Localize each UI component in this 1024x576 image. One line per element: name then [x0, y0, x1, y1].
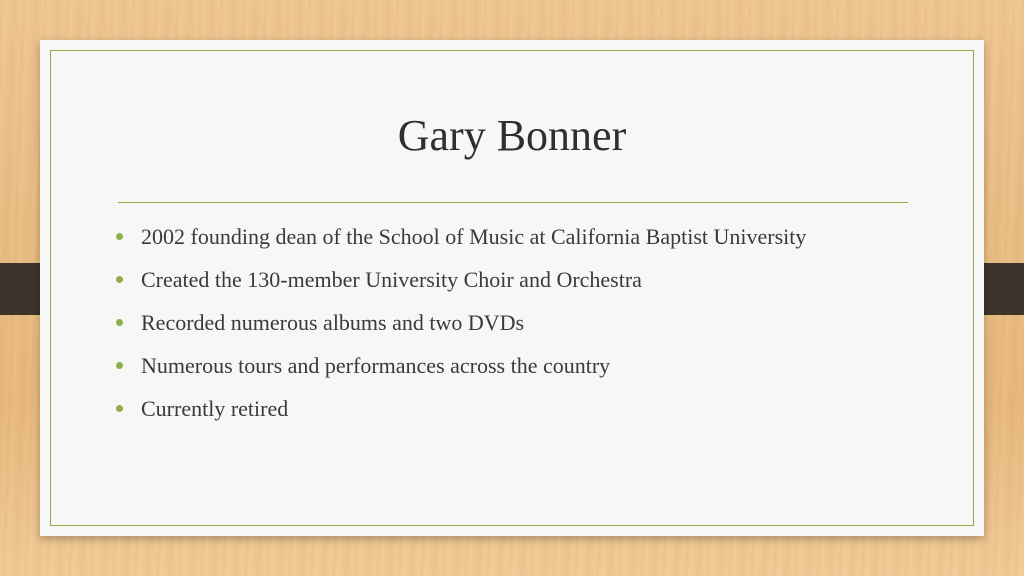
title-divider	[118, 202, 908, 203]
bullet-item	[116, 301, 806, 344]
bullet-item	[116, 344, 806, 387]
bullet-dot-icon	[116, 276, 123, 283]
bullet-item	[116, 215, 806, 258]
bullet-dot-icon	[116, 319, 123, 326]
bullet-item	[116, 258, 806, 301]
slide-card	[40, 40, 984, 536]
bullet-dot-icon	[116, 233, 123, 240]
bullet-text: Recorded numerous albums and two DVDs	[141, 310, 525, 335]
bullet-text: 2002 founding dean of the School of Music at California Baptist University	[141, 224, 807, 249]
bullet-text: Currently retired	[141, 396, 289, 421]
bullet-dot-icon	[116, 405, 123, 412]
bullet-text: Numerous tours and performances across the country	[141, 353, 611, 378]
bullet-text: Created the 130-member University Choir and Orchestra	[141, 267, 642, 292]
bullet-item	[116, 387, 806, 430]
bullet-dot-icon	[116, 362, 123, 369]
slide-title: Gary Bonner	[397, 111, 627, 160]
bullet-list	[116, 215, 806, 430]
